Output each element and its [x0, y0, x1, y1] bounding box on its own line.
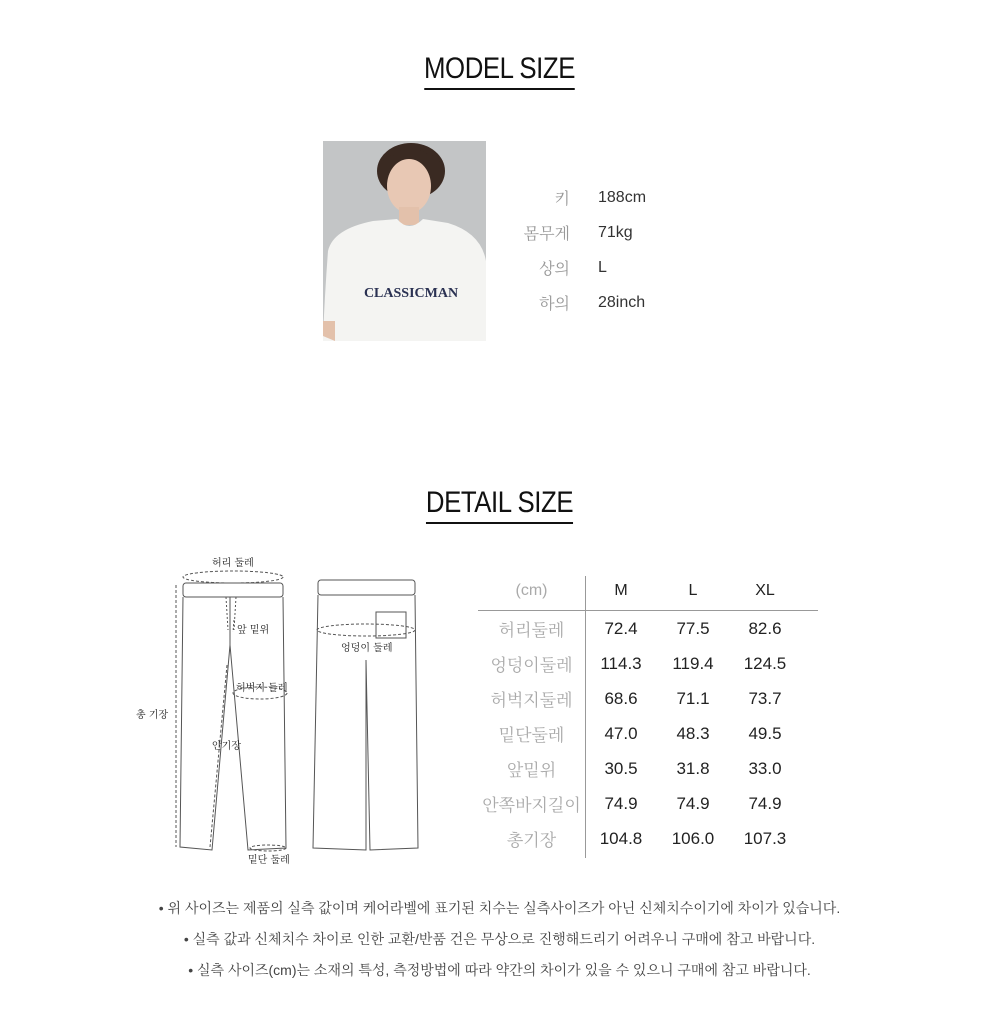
table-row	[478, 821, 818, 856]
cell-m: 74.9	[604, 793, 638, 813]
spec-label: 하의	[539, 296, 570, 313]
shirt-print-text: CLASSICMAN	[363, 286, 459, 301]
spec-label: 키	[554, 191, 570, 208]
cell-l: 48.3	[676, 723, 710, 743]
cell-l: 31.8	[676, 758, 710, 778]
spec-row-height	[500, 180, 646, 215]
size-table	[478, 572, 818, 856]
row-label: 허리둘레	[498, 621, 565, 640]
model-size-title: MODEL SIZE	[70, 52, 929, 86]
cell-m: 72.4	[604, 618, 638, 638]
cell-m: 30.5	[604, 758, 638, 778]
spec-row-top	[500, 250, 646, 285]
note-item: • 위 사이즈는 제품의 실측 값이며 케어라벨에 표기된 치수는 실측사이즈가 아닌 신체치수이기에 차이가 있습니다.	[158, 900, 841, 916]
header-size-m: M	[614, 582, 628, 599]
table-header	[478, 572, 818, 611]
row-label: 엉덩이둘레	[490, 656, 573, 675]
cell-xl: 33.0	[748, 758, 782, 778]
label-inseam: 안기장	[212, 741, 241, 752]
table-row	[478, 611, 818, 646]
label-waist: 허리 둘레	[212, 558, 254, 569]
label-hem: 밑단 둘레	[248, 855, 290, 866]
cell-xl: 74.9	[748, 793, 782, 813]
cell-m: 114.3	[600, 653, 642, 673]
size-notes	[0, 893, 999, 986]
cell-l: 106.0	[671, 828, 715, 848]
label-thigh: 허벅지 둘레	[236, 683, 288, 694]
cell-xl: 82.6	[748, 618, 782, 638]
header-size-xl: XL	[755, 582, 775, 599]
model-specs	[500, 180, 646, 320]
note-item: • 실측 값과 신체치수 차이로 인한 교환/반품 건은 무상으로 진행해드리기 어려우니 구매에 참고 바랍니다.	[183, 931, 816, 947]
table-row	[478, 646, 818, 681]
label-hip: 엉덩이 둘레	[341, 643, 393, 654]
row-label: 밑단둘레	[498, 726, 565, 745]
table-row	[478, 681, 818, 716]
cell-xl: 49.5	[748, 723, 782, 743]
cell-l: 74.9	[676, 793, 710, 813]
label-front-rise: 앞 밑위	[237, 625, 270, 636]
table-row	[478, 786, 818, 821]
pants-front-drawing	[176, 571, 287, 851]
row-label: 허벅지둘레	[490, 691, 573, 710]
row-label: 안쪽바지길이	[482, 796, 581, 815]
cell-xl: 124.5	[743, 653, 787, 673]
spec-row-bottom	[500, 285, 646, 320]
spec-value: 28inch	[598, 293, 646, 311]
cell-xl: 107.3	[743, 828, 787, 848]
spec-label: 몸무게	[523, 226, 570, 243]
note-item: • 실측 사이즈(cm)는 소재의 특성, 측정방법에 따라 약간의 차이가 있을 수 있으니 구매에 참고 바랍니다.	[188, 962, 811, 978]
spec-row-weight	[500, 215, 646, 250]
cell-m: 68.6	[604, 688, 638, 708]
pants-back-drawing	[313, 580, 418, 850]
cell-xl: 73.7	[748, 688, 782, 708]
row-label: 앞밑위	[506, 761, 557, 780]
cell-m: 47.0	[604, 723, 638, 743]
spec-label: 상의	[539, 261, 570, 278]
cell-l: 71.1	[676, 688, 710, 708]
label-total-length: 총 기장	[136, 710, 169, 721]
row-label: 총기장	[506, 831, 557, 850]
spec-value: L	[598, 258, 607, 276]
detail-size-title: DETAIL SIZE	[70, 486, 929, 520]
model-photo	[323, 141, 486, 341]
cell-m: 104.8	[599, 828, 643, 848]
spec-value: 188cm	[598, 188, 647, 206]
table-row	[478, 751, 818, 786]
spec-value: 71kg	[598, 223, 633, 241]
table-row	[478, 716, 818, 751]
cell-l: 119.4	[672, 653, 714, 673]
header-size-l: L	[688, 582, 698, 599]
cell-l: 77.5	[676, 618, 710, 638]
header-unit: (cm)	[515, 582, 548, 599]
pants-diagram	[130, 550, 430, 880]
